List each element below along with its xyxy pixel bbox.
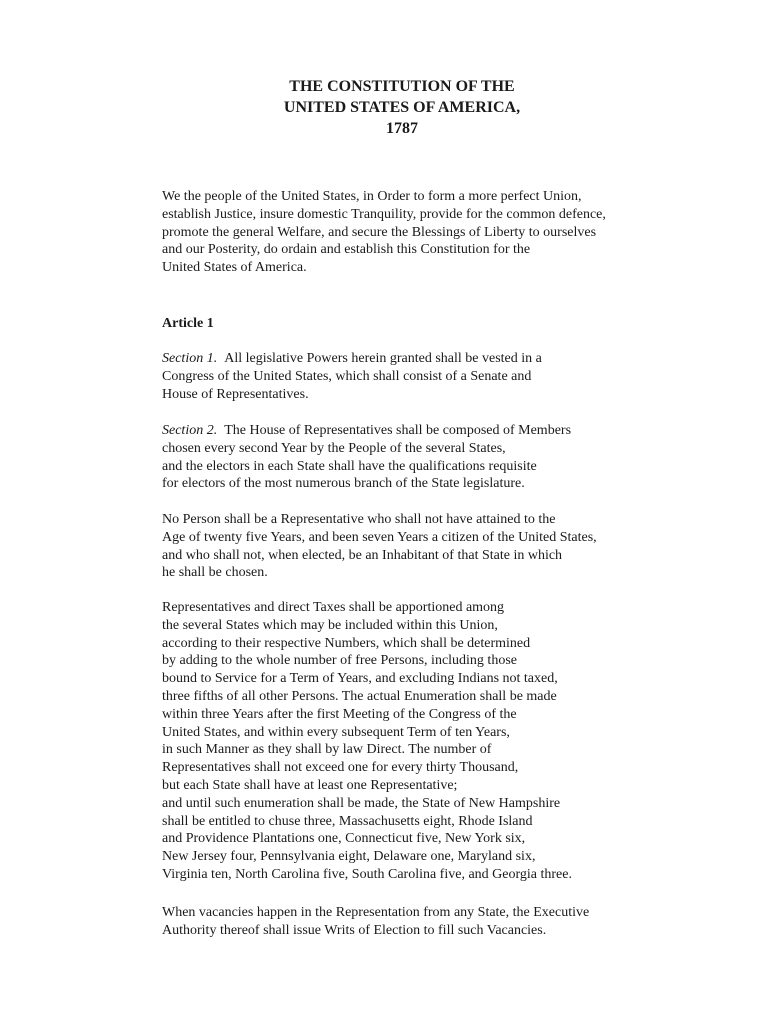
text-segment: All legislative Powers herein granted shall be vested in a (224, 351, 542, 366)
text-line (162, 422, 762, 440)
section-label: Section 2. (162, 423, 218, 438)
text-line: Representatives shall not exceed one for every thirty Thousand, (162, 760, 519, 776)
article-heading: Article 1 (162, 316, 214, 331)
text-line: Age of twenty five Years, and been seven Years a citizen of the United States, (162, 529, 597, 545)
section-label: Section 1. (162, 351, 218, 366)
text-line: shall be entitled to chuse three, Massachusetts eight, Rhode Island (162, 813, 533, 829)
preamble-paragraph (162, 188, 762, 277)
text-line (162, 350, 762, 368)
text-line: and Providence Plantations one, Connecticut five, New York six, (162, 831, 526, 847)
text-line: chosen every second Year by the People of the several States, (162, 440, 506, 456)
text-line: Virginia ten, North Carolina five, South Carolina five, and Georgia three. (162, 866, 572, 882)
qualification-paragraph (162, 511, 762, 582)
title-line: 1787 (386, 120, 418, 137)
text-line: Representatives and direct Taxes shall be apportioned among (162, 600, 505, 615)
text-segment: The House of Representatives shall be composed of Members (224, 423, 572, 438)
text-line: Congress of the United States, which shall consist of a Senate and (162, 368, 532, 384)
text-line: and our Posterity, do ordain and establish this Constitution for the (162, 242, 531, 258)
text-line: and who shall not, when elected, be an Inhabitant of that State in which (162, 547, 563, 563)
text-line: bound to Service for a Term of Years, and excluding Indians not taxed, (162, 671, 558, 687)
text-line: and until such enumeration shall be made, the State of New Hampshire (162, 795, 561, 811)
title-line: THE CONSTITUTION OF THE (289, 78, 515, 95)
apportionment-paragraph (162, 599, 762, 884)
text-line: United States of America. (162, 260, 307, 276)
text-line: When vacancies happen in the Representation from any State, the Executive (162, 905, 590, 920)
text-line: he shall be chosen. (162, 565, 268, 581)
text-line: No Person shall be a Representative who shall not have attained to the (162, 512, 556, 527)
text-line: according to their respective Numbers, which shall be determined (162, 635, 531, 651)
text-line: and the electors in each State shall have the qualifications requisite (162, 458, 537, 474)
text-line: Authority thereof shall issue Writs of Election to fill such Vacancies. (162, 922, 547, 938)
text-line: in such Manner as they shall by law Direct. The number of (162, 742, 492, 758)
text-line: New Jersey four, Pennsylvania eight, Delaware one, Maryland six, (162, 849, 536, 865)
text-line: three fifths of all other Persons. The actual Enumeration shall be made (162, 688, 557, 704)
text-line: promote the general Welfare, and secure the Blessings of Liberty to ourselves (162, 224, 597, 240)
section-2-paragraph (162, 422, 762, 493)
text-line: the several States which may be included within this Union, (162, 617, 498, 633)
text-line: House of Representatives. (162, 386, 309, 402)
text-line: United States, and within every subsequent Term of ten Years, (162, 724, 510, 740)
vacancies-paragraph (162, 904, 762, 940)
section-1-paragraph (162, 350, 762, 403)
document-title (0, 76, 768, 139)
text-line: We the people of the United States, in Order to form a more perfect Union, (162, 189, 582, 204)
text-line: for electors of the most numerous branch of the State legislature. (162, 476, 525, 492)
text-line: within three Years after the first Meeting of the Congress of the (162, 706, 517, 722)
title-line: UNITED STATES OF AMERICA, (283, 99, 521, 116)
text-line: but each State shall have at least one Representative; (162, 777, 458, 793)
text-line: establish Justice, insure domestic Tranquility, provide for the common defence, (162, 206, 606, 222)
text-line: by adding to the whole number of free Persons, including those (162, 653, 517, 669)
